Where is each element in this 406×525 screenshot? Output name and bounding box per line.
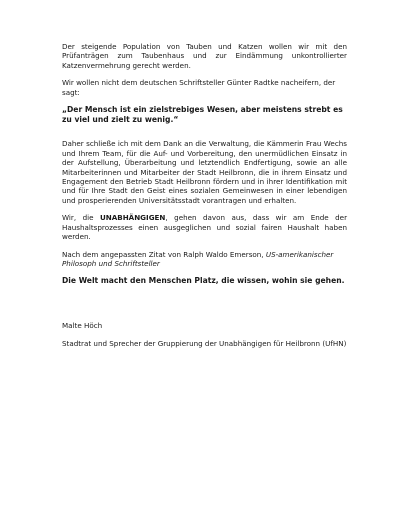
party-name: UNABHÄNGIGEN	[99, 213, 166, 223]
paragraph-unabhaengigen	[62, 213, 347, 241]
paragraph-unabhaengigen-start: Wir, die	[62, 213, 100, 223]
closing-quote: Die Welt macht den Menschen Platz, die wissen, wohin sie gehen.	[62, 276, 345, 286]
emerson-description: US-amerikanischer Philosoph und Schriftsteller	[62, 249, 334, 268]
signature-name: Malte Höch	[62, 320, 103, 330]
paragraph-pigeons-cats: Der steigende Population von Tauben und Katzen wollen wir mit den Prüfanträgen zum Taubenhaus und zur Eindämmung unkontrollierter Katzenvermehrung gerecht werden.	[62, 42, 347, 70]
paragraph-unabhaengigen-end: , gehen davon aus, dass wir am Ende der Haushaltsprozesses einen ausgeglichen und sozial fairen Haushalt haben werden.	[62, 213, 348, 242]
paragraph-thanks: Daher schließe ich mit dem Dank an die Verwaltung, die Kämmerin Frau Wechs und Ihrem Team, für die Auf- und Vorbereitung, den unermüdlichen Einsatz in der Aufstellung, Überarbeitung und letztendlich Endfertigung, sowie an alle Mitarbeiterinnen und Mitarbeiter der Stadt Heilbronn, die in ihrem Einsatz und Engagement den Betrieb Stadt Heilbronn fördern und in ihrer Identifikation mit und für Ihre Stadt den Geist eines sozialen Gemeinwesen in einer lebendigen und prosperierenden Universitätsstadt vorantragen und erhalten.	[62, 139, 347, 205]
paragraph-emerson-intro	[62, 250, 347, 269]
document-page	[62, 42, 347, 356]
paragraph-radtke-intro: Wir wollen nicht dem deutschen Schriftsteller Günter Radtke nacheifern, der sagt:	[62, 78, 336, 97]
quote-radtke: „Der Mensch ist ein zielstrebiges Wesen, aber meistens strebt es zu viel und zielt zu wenig.“	[62, 105, 343, 125]
emerson-intro-text: Nach dem angepassten Zitat von Ralph Waldo Emerson,	[62, 249, 266, 259]
signature-title: Stadtrat und Sprecher der Gruppierung der Unabhängigen für Heilbronn (UfHN)	[62, 338, 347, 348]
